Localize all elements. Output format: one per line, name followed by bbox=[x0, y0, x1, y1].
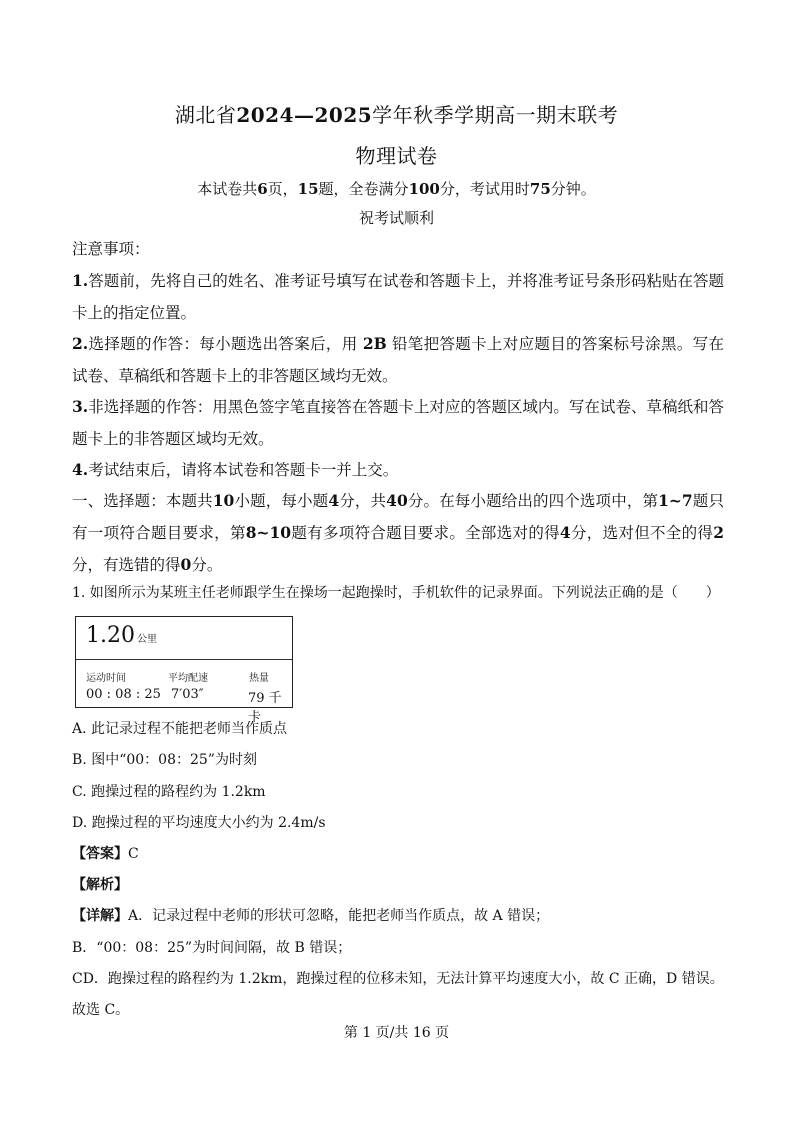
value-time: 00 : 08 : 25 bbox=[86, 687, 161, 702]
question-stem: 1. 如图所示为某班主任老师跟学生在操场一起跑操时，手机软件的记录界面。下列说法正确的是（ ） bbox=[72, 585, 720, 601]
multi-choice-range: 8~10 bbox=[245, 523, 292, 542]
section-text: 分，选对但不全的得 bbox=[570, 524, 714, 542]
info-text: 题，全卷满分 bbox=[318, 180, 409, 198]
info-minutes: 75 bbox=[529, 180, 551, 198]
app-distance-row bbox=[76, 617, 292, 660]
note-number: 3. bbox=[72, 397, 89, 416]
app-distance bbox=[86, 623, 157, 648]
value-calories: 79 千卡 bbox=[248, 691, 282, 725]
question-count: 10 bbox=[212, 491, 235, 510]
detail-cd: CD．跑操过程的路程约为 1.2km，跑操过程的位移未知，无法计算平均速度大小，故 C 正确，D 错误。 bbox=[72, 971, 724, 987]
answer bbox=[72, 844, 732, 864]
option-b: B. 图中“00：08：25”为时刻 bbox=[72, 752, 257, 768]
section-text: 分，有选错的得 bbox=[72, 556, 181, 574]
section-text: 分，共 bbox=[339, 492, 387, 510]
note-number: 4. bbox=[72, 460, 89, 479]
section-text: 题有多项符合题目要求。全部选对的得 bbox=[291, 524, 560, 542]
detail-a bbox=[72, 906, 732, 926]
title-suffix: 学年秋季学期高一期末联考 bbox=[372, 103, 619, 127]
app-record-screen bbox=[75, 616, 293, 725]
points-partial: 2 bbox=[713, 523, 724, 542]
option-a: A. 此记录过程不能把老师当作质点 bbox=[72, 721, 288, 737]
note-text: 铅笔把答题卡上对应题目的答案标号涂黑。写在试卷、草稿纸和答题卡上的非答题区域均无效。 bbox=[72, 335, 724, 385]
points-each: 4 bbox=[328, 491, 340, 510]
analysis-heading: 【解析】 bbox=[72, 877, 128, 893]
detail-b: B．“00：08：25”为时间间隔，故 B 错误； bbox=[72, 940, 352, 956]
note-text: 选择题的作答：每小题选出答案后，用 bbox=[88, 335, 358, 353]
label-pace: 平均配速 bbox=[168, 673, 208, 684]
section-instructions bbox=[72, 485, 724, 581]
exam-title bbox=[0, 99, 793, 128]
note-text: 答题前，先将自己的姓名、准考证号填写在试卷和答题卡上，并将准考证号条形码粘贴在答题卡上的指定位置。 bbox=[72, 272, 724, 322]
notes-heading: 注意事项： bbox=[72, 240, 150, 258]
option-c: C. 跑操过程的路程约为 1.2km bbox=[72, 784, 266, 800]
note-text: 非选择题的作答：用黑色签字笔直接答在答题卡上对应的答题区域内。写在试卷、草稿纸和答题卡上的非答题区域均无效。 bbox=[72, 398, 724, 448]
info-text: 本试卷共 bbox=[197, 180, 258, 198]
value-pace: 7′03″ bbox=[171, 687, 204, 702]
label-time: 运动时间 bbox=[86, 673, 126, 684]
answer-value: C bbox=[128, 846, 139, 862]
subject-title: 物理试卷 bbox=[355, 144, 438, 168]
answer-label: 【答案】 bbox=[72, 846, 128, 862]
pencil-type: 2B bbox=[362, 334, 387, 353]
detail-heading: 【详解】 bbox=[72, 908, 128, 924]
info-text: 分钟。 bbox=[550, 180, 596, 198]
analysis-label bbox=[72, 875, 732, 895]
note-2 bbox=[72, 328, 724, 392]
note-1 bbox=[72, 265, 724, 329]
single-choice-range: 1~7 bbox=[658, 491, 693, 510]
distance-value: 1.20 bbox=[86, 623, 135, 648]
conclusion: 故选 C。 bbox=[72, 1002, 130, 1018]
note-4 bbox=[72, 454, 724, 486]
info-score: 100 bbox=[408, 180, 440, 198]
section-text: 一、选择题：本题共 bbox=[72, 492, 213, 510]
info-text: 分，考试用时 bbox=[439, 180, 530, 198]
section-text: 小题，每小题 bbox=[234, 492, 329, 510]
detail-text: A．记录过程中老师的形状可忽略，能把老师当作质点，故 A 错误； bbox=[128, 908, 550, 924]
label-calories: 热量 bbox=[249, 673, 269, 684]
option-d: D. 跑操过程的平均速度大小约为 2.4m/s bbox=[72, 815, 326, 831]
note-number: 2. bbox=[72, 334, 89, 353]
blessing: 祝考试顺利 bbox=[358, 209, 434, 227]
note-number: 1. bbox=[72, 271, 89, 290]
note-text: 考试结束后，请将本试卷和答题卡一并上交。 bbox=[88, 461, 399, 479]
title-years: 2024—2025 bbox=[236, 103, 373, 127]
page-footer: 第 1 页/共 16 页 bbox=[343, 1025, 450, 1041]
title-prefix: 湖北省 bbox=[174, 103, 237, 127]
info-questions: 15 bbox=[297, 180, 319, 198]
section-text: 分。 bbox=[191, 556, 223, 574]
exam-info bbox=[0, 178, 793, 199]
points-full: 4 bbox=[559, 523, 571, 542]
section-text: 题只有一项符合题目要求，第 bbox=[72, 492, 724, 542]
info-text: 页， bbox=[267, 180, 298, 198]
info-pages: 6 bbox=[257, 180, 268, 198]
distance-unit: 公里 bbox=[136, 634, 157, 645]
points-wrong: 0 bbox=[180, 555, 192, 574]
note-3 bbox=[72, 391, 724, 455]
section-text: 分。在每小题给出的四个选项中，第 bbox=[407, 492, 659, 510]
points-total: 40 bbox=[386, 491, 408, 510]
